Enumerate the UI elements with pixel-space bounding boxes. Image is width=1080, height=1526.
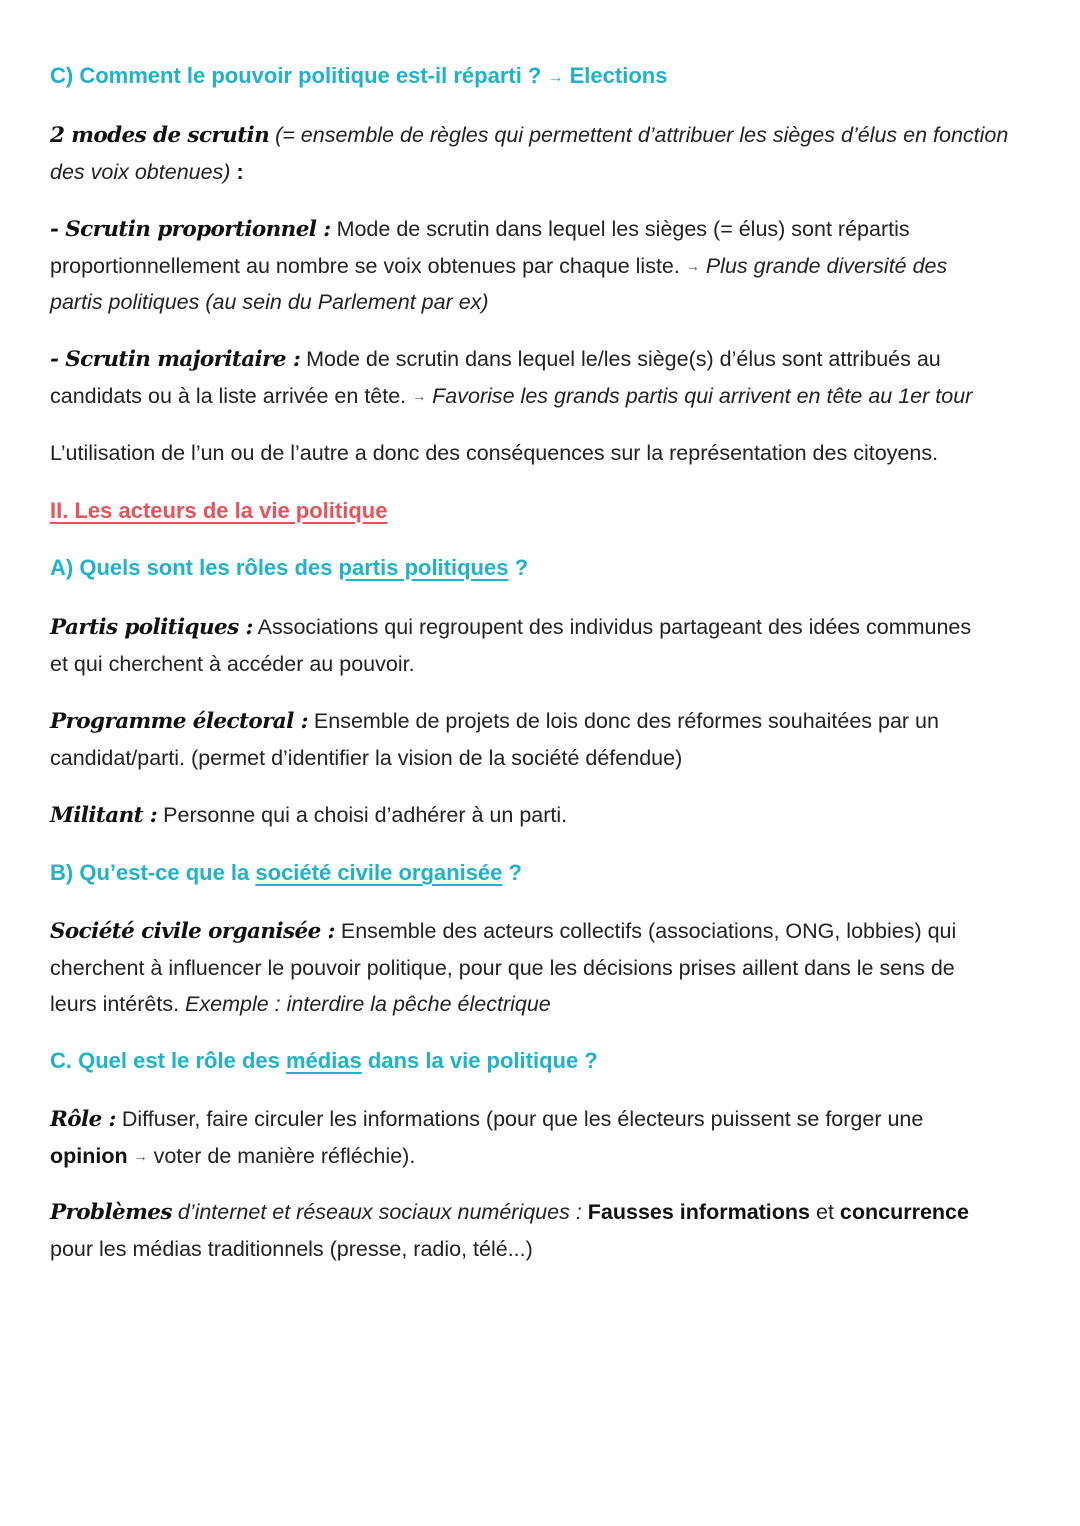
societe-civile-line-2: cherchent à influencer le pouvoir politique, pour que les décisions prises aillent dans le sens de [50, 956, 955, 980]
problemes-and: et [816, 1200, 834, 1224]
partis-line-1: Associations qui regroupent des individus partageant des idées communes [257, 615, 972, 639]
part-two-heading [50, 493, 1024, 529]
role-paragraph [50, 1101, 1024, 1174]
militant-paragraph [50, 797, 1024, 834]
majoritaire-line-2: candidats ou à la liste arrivée en tête. [50, 384, 407, 408]
militant-term: Militant : [50, 803, 158, 828]
part-two-title: II. Les acteurs de la vie politique [50, 498, 388, 523]
section-c2-prefix: C. Quel est le rôle des [50, 1048, 286, 1073]
section-c2-suffix: dans la vie politique ? [361, 1048, 598, 1073]
role-opinion: opinion [50, 1144, 128, 1168]
majoritaire-consequence: Favorise les grands partis qui arrivent en tête au 1er tour [432, 384, 973, 408]
section-c2-link[interactable]: médias [285, 1048, 362, 1073]
section-a-suffix: ? [508, 555, 529, 580]
problemes-italic: d’internet et réseaux sociaux numériques : [177, 1200, 582, 1224]
problemes-term: Problèmes [50, 1200, 172, 1225]
programme-paragraph [50, 703, 1024, 776]
problemes-paragraph [50, 1194, 1024, 1267]
section-b-suffix: ? [502, 860, 522, 885]
societe-civile-line-1: Ensemble des acteurs collectifs (associations, ONG, lobbies) qui [340, 919, 957, 943]
section-c-heading [50, 58, 1024, 96]
arrow-icon: → [133, 1148, 148, 1164]
scrutin-intro-definition-2: des voix obtenues) [50, 160, 231, 184]
societe-civile-line-3: leurs intérêts. [50, 992, 180, 1016]
section-c-title: C) Comment le pouvoir politique est-il réparti ? [50, 63, 542, 88]
role-line-1: Diffuser, faire circuler les informations (pour que les électeurs puissent se forger une [121, 1107, 924, 1131]
societe-civile-example: Exemple : interdire la pêche électrique [185, 992, 551, 1016]
societe-civile-term: Société civile organisée : [50, 919, 335, 944]
problemes-bold-2: concurrence [839, 1200, 969, 1224]
majoritaire-term: - Scrutin majoritaire : [50, 347, 301, 372]
problemes-bold-1: Fausses informations [587, 1200, 811, 1224]
arrow-icon: → [412, 388, 427, 404]
scrutin-intro-definition-1: (= ensemble de règles qui permettent d’attribuer les sièges d’élus en fonction [275, 123, 1009, 147]
section-a-heading [50, 550, 1024, 586]
proportionnel-term: - Scrutin proportionnel : [50, 217, 331, 242]
proportionnel-paragraph [50, 211, 1024, 320]
partis-line-2: et qui cherchent à accéder au pouvoir. [50, 652, 415, 676]
societe-civile-paragraph [50, 913, 1024, 1022]
partis-paragraph [50, 609, 1024, 682]
proportionnel-consequence-2: partis politiques (au sein du Parlement par ex) [50, 290, 489, 314]
arrow-icon: → [685, 258, 700, 274]
section-b-link[interactable]: société civile organisée [255, 860, 503, 885]
scrutin-intro-colon: : [230, 160, 244, 184]
programme-term: Programme électoral : [50, 709, 308, 734]
role-line-2-end: voter de manière réfléchie). [153, 1144, 416, 1168]
militant-text: Personne qui a choisi d’adhérer à un parti. [163, 803, 568, 827]
role-term: Rôle : [50, 1107, 116, 1132]
proportionnel-line-2: proportionnellement au nombre se voix obtenues par chaque liste. [50, 254, 680, 278]
majoritaire-paragraph [50, 341, 1024, 414]
proportionnel-line-1: Mode de scrutin dans lequel les sièges (= élus) sont répartis [336, 217, 910, 241]
scrutin-conclusion: L’utilisation de l’un ou de l’autre a donc des conséquences sur la représentation des citoyens. [50, 441, 939, 465]
section-a-link[interactable]: partis politiques [338, 555, 509, 580]
partis-term: Partis politiques : [50, 615, 253, 640]
programme-line-1: Ensemble de projets de lois donc des réformes souhaitées par un [313, 709, 939, 733]
section-c2-heading [50, 1043, 1024, 1079]
majoritaire-line-1: Mode de scrutin dans lequel le/les siège(s) d’élus sont attribués au [306, 347, 941, 371]
section-b-prefix: B) Qu’est-ce que la [50, 860, 256, 885]
section-c-title-end: Elections [569, 63, 668, 88]
programme-line-2: candidat/parti. (permet d’identifier la vision de la société défendue) [50, 746, 683, 770]
scrutin-intro-term: 2 modes de scrutin [50, 123, 270, 148]
arrow-icon: → [547, 69, 564, 86]
proportionnel-consequence-1: Plus grande diversité des [705, 254, 948, 278]
section-b-heading [50, 855, 1024, 891]
scrutin-intro-paragraph [50, 117, 1024, 190]
problemes-line-2: pour les médias traditionnels (presse, radio, télé...) [50, 1237, 533, 1261]
section-a-prefix: A) Quels sont les rôles des [50, 555, 339, 580]
